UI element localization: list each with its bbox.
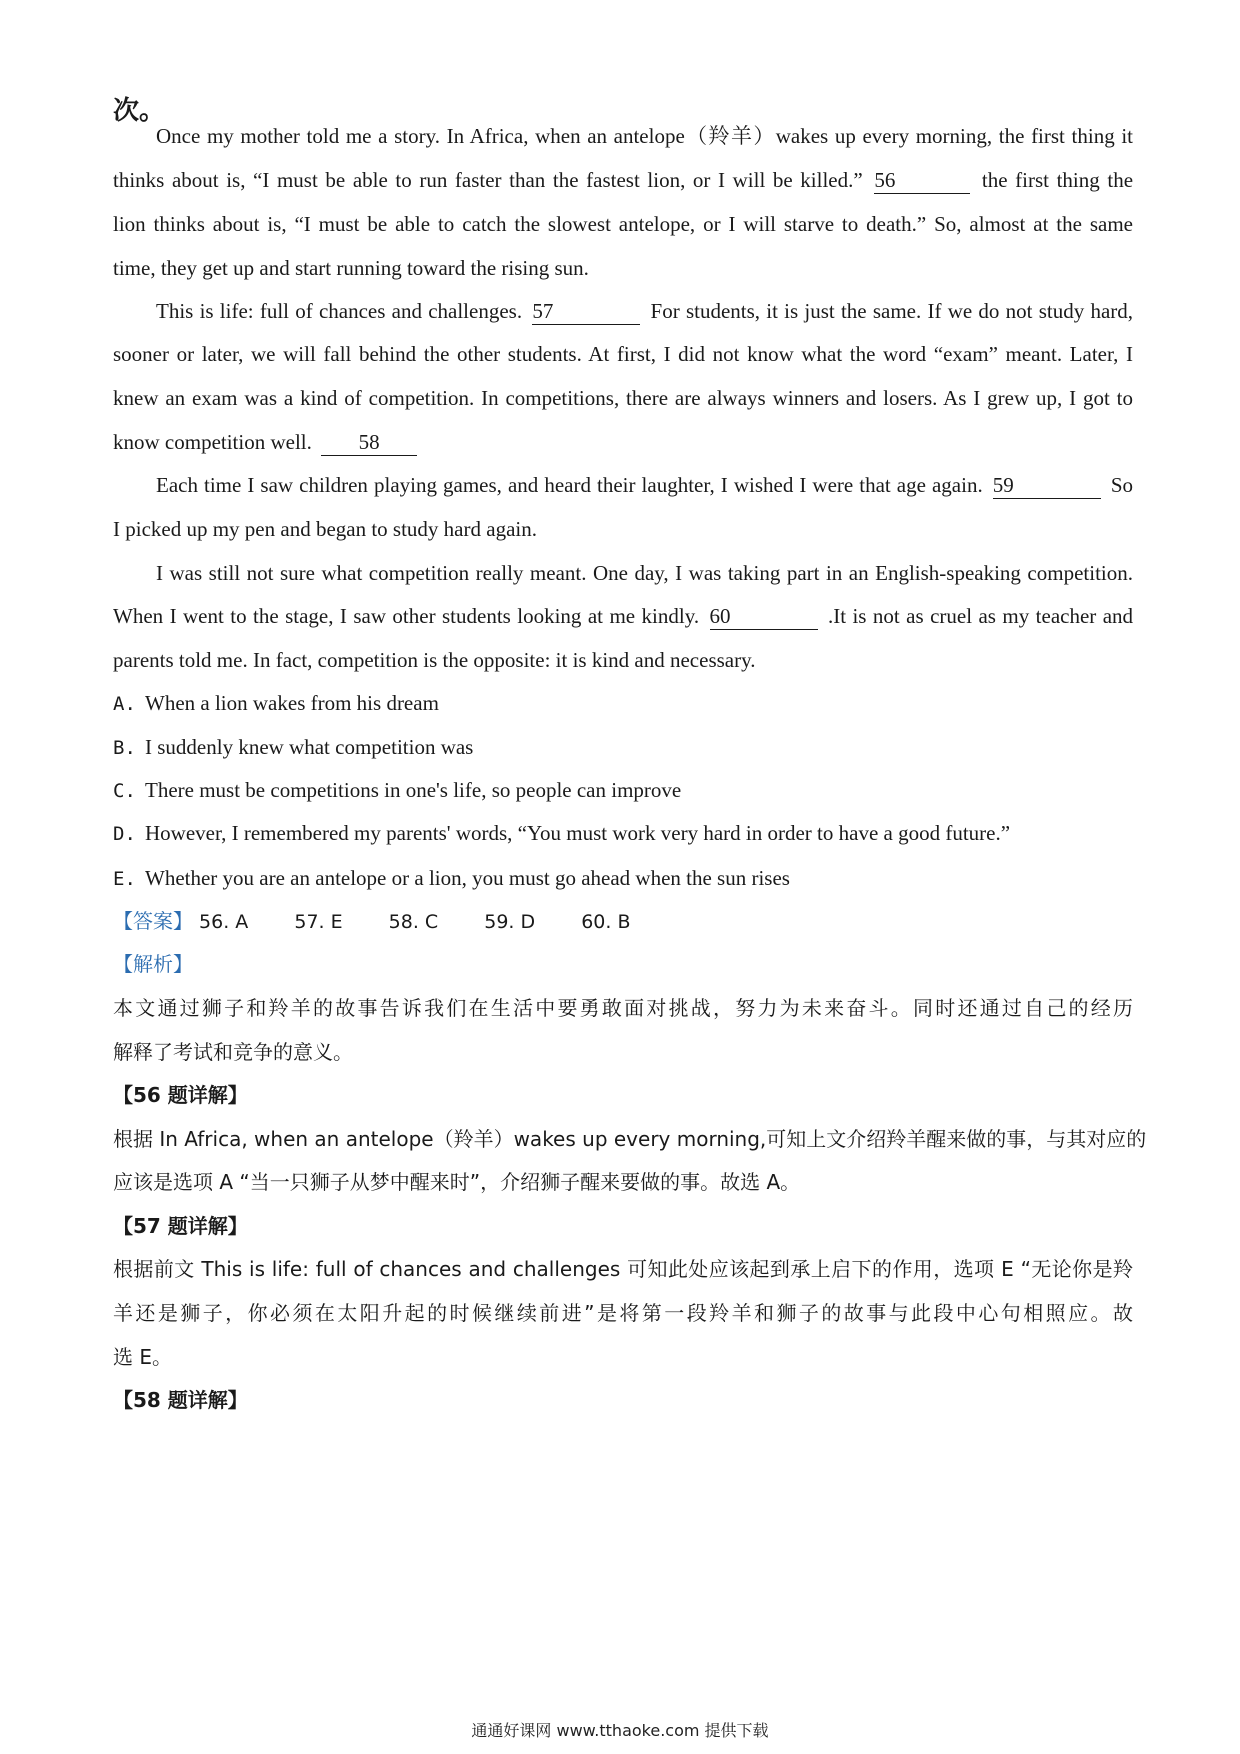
option-a: A. When a lion wakes from his dream bbox=[113, 691, 439, 715]
blank-60: 60 bbox=[710, 603, 818, 630]
passage-line: When I went to the stage, I saw other students looking at me kindly. 60 .It is not as cruel as my teacher and bbox=[113, 604, 1134, 628]
passage-line: This is life: full of chances and challenges. 57 For students, it is just the same. If we do not study hard, bbox=[156, 299, 1134, 323]
passage-line: lion thinks about is, “I must be able to catch the slowest antelope, or I will starve to death.” So, almost at the same bbox=[113, 212, 1133, 236]
passage-line: I picked up my pen and began to study hard again. bbox=[113, 517, 537, 541]
passage-line: I was still not sure what competition really meant. One day, I was taking part in an English-speaking competition. bbox=[156, 561, 1133, 585]
option-c: C. There must be competitions in one's life, so people can improve bbox=[113, 778, 682, 802]
answer-item: 59. D bbox=[484, 911, 536, 933]
q56-line: 应该是选项 A “当一只狮子从梦中醒来时”，介绍狮子醒来要做的事。故选 A。 bbox=[113, 1170, 801, 1194]
answer-tag: 【答案】 bbox=[113, 909, 193, 933]
passage-line: time, they get up and start running toward the rising sun. bbox=[113, 256, 589, 280]
q57-line: 选 E。 bbox=[113, 1345, 172, 1369]
q56-title: 【56 题详解】 bbox=[113, 1083, 248, 1107]
analysis-tag: 【解析】 bbox=[113, 952, 193, 976]
passage-line: sooner or later, we will fall behind the other students. At first, I did not know what the word “exam” meant. Later, I bbox=[113, 342, 1133, 366]
answer-item: 57. E bbox=[294, 911, 343, 933]
passage-line: Once my mother told me a story. In Africa, when an antelope（羚羊）wakes up every morning, the first thing it bbox=[156, 124, 1133, 148]
passage-line: parents told me. In fact, competition is the opposite: it is kind and necessary. bbox=[113, 648, 756, 672]
q57-line: 羊还是狮子，你必须在太阳升起的时候继续前进”是将第一段羚羊和狮子的故事与此段中心句相照应。故 bbox=[113, 1301, 1133, 1325]
section-heading: 次。 bbox=[113, 96, 166, 126]
answer-item: 56. A bbox=[199, 911, 249, 933]
option-e: E. Whether you are an antelope or a lion, you must go ahead when the sun rises bbox=[113, 866, 790, 890]
passage-line: know competition well. 58 bbox=[113, 427, 1133, 457]
blank-57: 57 bbox=[532, 298, 640, 325]
option-d: D. However, I remembered my parents' words, “You must work very hard in order to have a good future.” bbox=[113, 821, 1011, 845]
answer-line bbox=[113, 906, 1133, 937]
passage-line: thinks about is, “I must be able to run faster than the fastest lion, or I will be killed.” 56 the first thing the bbox=[113, 168, 1134, 192]
page-footer: 通通好课网 www.tthaoke.com 提供下载 bbox=[471, 1721, 769, 1740]
q56-line: 根据 In Africa, when an antelope（羚羊）wakes up every morning,可知上文介绍羚羊醒来做的事，与其对应的 bbox=[113, 1127, 1147, 1151]
option-b: B. I suddenly knew what competition was bbox=[113, 735, 474, 759]
blank-59: 59 bbox=[993, 472, 1101, 499]
blank-56: 56 bbox=[874, 167, 970, 194]
analysis-summary-line: 解释了考试和竞争的意义。 bbox=[113, 1040, 353, 1064]
answer-item: 58. C bbox=[388, 911, 439, 933]
q57-title: 【57 题详解】 bbox=[113, 1214, 248, 1238]
answer-item: 60. B bbox=[581, 911, 631, 933]
passage-line: Each time I saw children playing games, and heard their laughter, I wished I were that age again. 59 So bbox=[156, 473, 1133, 497]
q58-title: 【58 题详解】 bbox=[113, 1388, 248, 1412]
q57-line: 根据前文 This is life: full of chances and challenges 可知此处应该起到承上启下的作用，选项 E “无论你是羚 bbox=[113, 1257, 1133, 1281]
analysis-summary-line: 本文通过狮子和羚羊的故事告诉我们在生活中要勇敢面对挑战，努力为未来奋斗。同时还通过自己的经历 bbox=[113, 996, 1133, 1020]
passage-line: knew an exam was a kind of competition. In competitions, there are always winners and losers. As I grew up, I got to bbox=[113, 386, 1133, 410]
blank-58: 58 bbox=[321, 429, 417, 456]
